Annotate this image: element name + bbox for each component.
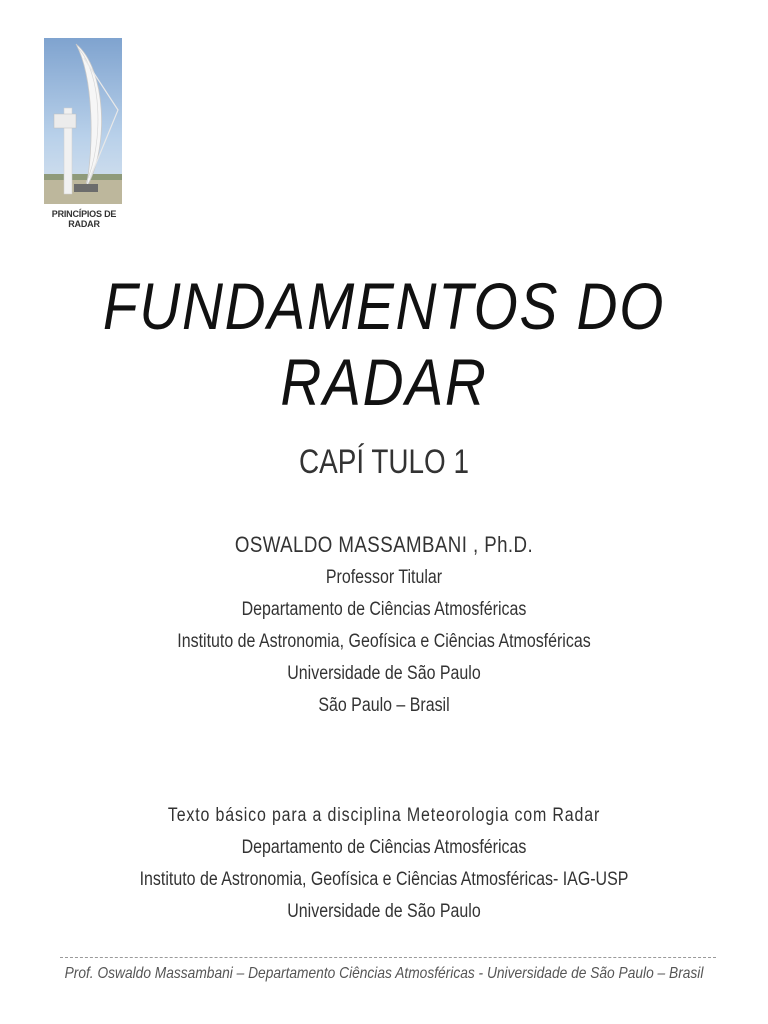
author-department: Departamento de Ciências Atmosféricas [241, 599, 527, 620]
radar-dish-illustration [44, 38, 122, 204]
author-institute: Instituto de Astronomia, Geofísica e Ciências Atmosféricas [177, 631, 591, 652]
logo-caption: PRINCÍPIOS DE RADAR [51, 209, 117, 229]
document-title: FUNDAMENTOS DO RADAR [102, 269, 666, 419]
course-info-block [0, 800, 768, 928]
radar-antenna-image [44, 38, 122, 204]
author-location: São Paulo – Brasil [318, 695, 450, 716]
chapter-heading: CAPÍ TULO 1 [299, 443, 469, 481]
course-description: Texto básico para a disciplina Meteorologia com Radar [167, 805, 601, 826]
author-position: Professor Titular [325, 567, 443, 588]
course-university: Universidade de São Paulo [287, 901, 481, 922]
author-name: OSWALDO MASSAMBANI , Ph.D. [234, 532, 534, 557]
course-institute: Instituto de Astronomia, Geofísica e Ciências Atmosféricas- IAG-USP [139, 869, 629, 890]
author-block [0, 528, 768, 722]
author-university: Universidade de São Paulo [287, 663, 481, 684]
course-department: Departamento de Ciências Atmosféricas [241, 837, 527, 858]
page-footer: Prof. Oswaldo Massambani – Departamento Ciências Atmosféricas - Universidade de São Paulo – Brasil [64, 965, 704, 982]
footer-divider [60, 957, 716, 958]
